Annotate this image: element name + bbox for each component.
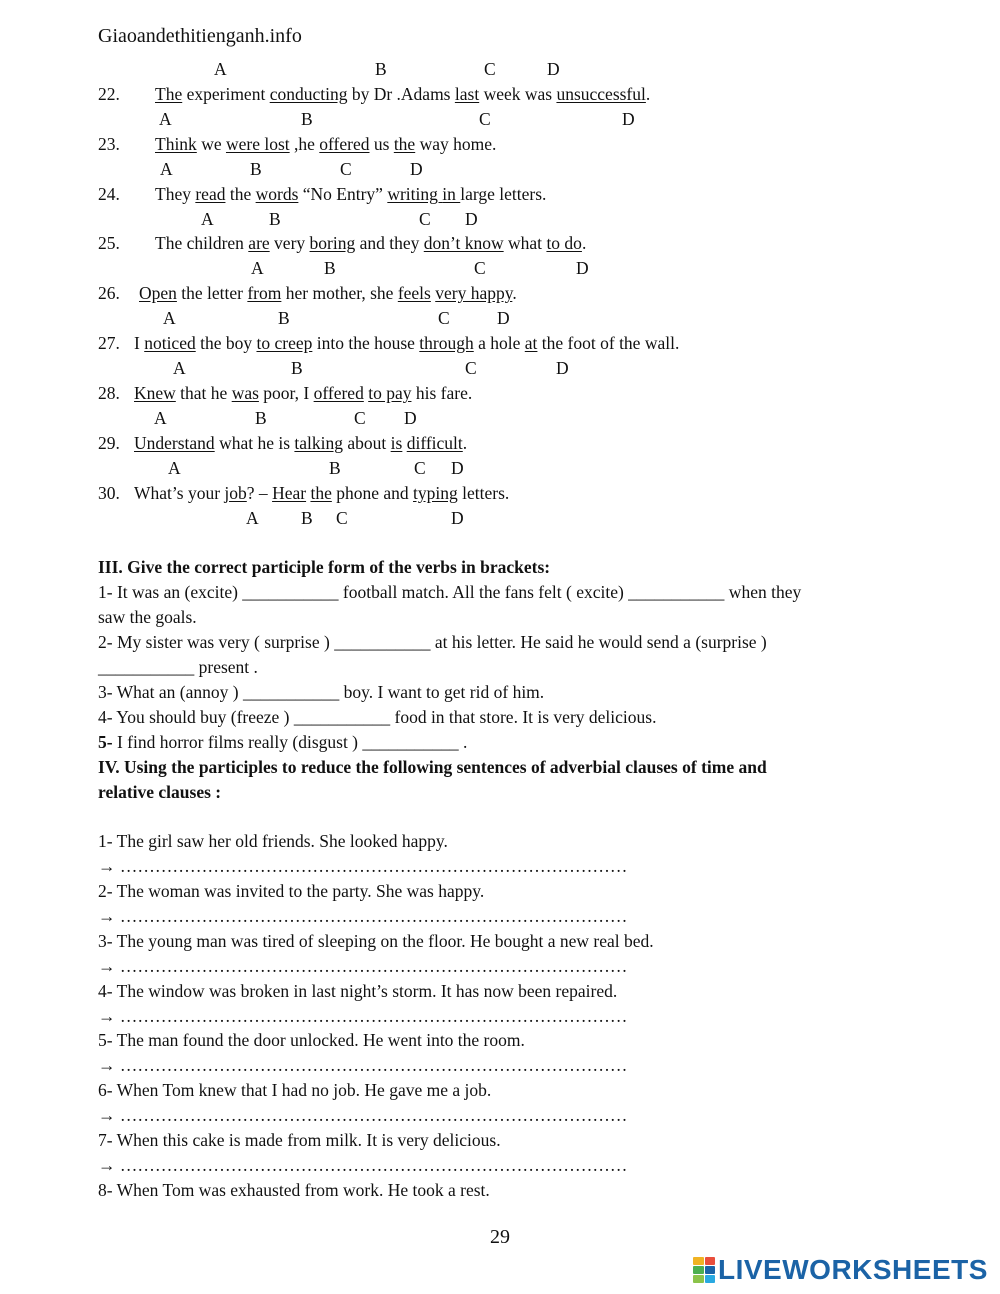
text-segment: .	[645, 84, 651, 104]
text-segment: “No Entry”	[298, 184, 388, 204]
sentence-item: 1- The girl saw her old friends. She looked happy.	[98, 831, 448, 851]
arrow-icon: →	[98, 1105, 116, 1125]
logo-tile	[705, 1257, 716, 1265]
logo-tile	[705, 1275, 716, 1283]
logo-tile	[693, 1257, 704, 1265]
sentence-item: 3- The young man was tired of sleeping on the floor. He bought a new real bed.	[98, 931, 654, 951]
text-segment: what	[503, 233, 547, 253]
section-title-line: relative clauses :	[98, 782, 222, 802]
letter-b: B	[278, 308, 290, 328]
option-d-text: at	[524, 333, 538, 353]
letter-a: A	[246, 508, 259, 528]
answer-line	[98, 955, 627, 977]
text-segment: and they	[355, 233, 424, 253]
answer-line	[98, 1054, 627, 1076]
arrow-icon: →	[98, 1055, 116, 1075]
letter-c: C	[419, 209, 431, 229]
exercise-line: 2- My sister was very ( surprise ) ___________ at his letter. He said he would send a (surprise )	[98, 632, 767, 652]
option-c-text: the	[310, 483, 332, 503]
option-b-text: talking	[294, 433, 344, 453]
option-c-text: is	[390, 433, 403, 453]
answer-dots: ……………………………………………………………………………	[119, 956, 628, 976]
option-a-text: are	[248, 233, 270, 253]
exercise-line: ___________ present .	[98, 657, 258, 677]
option-b-text: was	[231, 383, 259, 403]
letter-a: A	[160, 159, 173, 179]
option-b-text: from	[247, 283, 282, 303]
letter-b: B	[291, 358, 303, 378]
text-segment: .	[512, 283, 517, 303]
text-segment: ? –	[246, 483, 273, 503]
item-number: 5-	[98, 732, 113, 752]
text-segment: his fare.	[411, 383, 473, 403]
option-d-text: typing	[413, 483, 458, 503]
question-number: 29.	[98, 433, 120, 453]
text-segment: phone and	[331, 483, 414, 503]
text-segment: They	[155, 184, 196, 204]
exercise-line	[98, 731, 467, 753]
logo-icon	[693, 1257, 715, 1283]
sentence-item: 4- The window was broken in last night’s storm. It has now been repaired.	[98, 981, 618, 1001]
arrow-icon: →	[98, 1155, 116, 1175]
answer-dots: ……………………………………………………………………………	[119, 906, 628, 926]
text-segment: The children	[155, 233, 249, 253]
question-text	[134, 432, 467, 454]
letter-d: D	[404, 408, 417, 428]
question-number: 25.	[98, 233, 120, 253]
option-c-text: writing	[387, 184, 443, 204]
letter-d: D	[451, 508, 464, 528]
item-text: I find horror films really (disgust ) ___________ .	[112, 732, 468, 752]
option-b-text: were lost	[225, 134, 290, 154]
exercise-line: 4- You should buy (freeze ) ___________ food in that store. It is very delicious.	[98, 707, 657, 727]
answer-line	[98, 1154, 627, 1176]
question-number: 22.	[98, 84, 120, 104]
question-number: 30.	[98, 483, 120, 503]
text-segment: the	[225, 184, 256, 204]
question-text	[155, 83, 650, 105]
letter-d: D	[576, 258, 589, 278]
letter-a: A	[173, 358, 186, 378]
text-segment: into the house	[312, 333, 420, 353]
text-segment: we	[196, 134, 226, 154]
text-segment: I	[134, 333, 145, 353]
letter-c: C	[336, 508, 348, 528]
letter-b: B	[324, 258, 336, 278]
logo-tile	[693, 1275, 704, 1283]
site-name: Giaoandethitienganh.info	[98, 25, 302, 47]
option-b-text: to creep	[256, 333, 313, 353]
text-segment: large letters.	[460, 184, 547, 204]
text-segment: what he is	[214, 433, 295, 453]
exercise-line: 1- It was an (excite) ___________ football match. All the fans felt ( excite) ___________ when they	[98, 582, 802, 602]
logo-text: LIVEWORKSHEETS	[718, 1254, 988, 1285]
letter-c: C	[484, 59, 496, 79]
letter-a: A	[168, 458, 181, 478]
letter-c: C	[340, 159, 352, 179]
sentence-item: 5- The man found the door unlocked. He went into the room.	[98, 1030, 525, 1050]
text-segment: letters.	[457, 483, 510, 503]
text-segment: What’s your	[134, 483, 225, 503]
text-segment: experiment	[182, 84, 270, 104]
option-c-text: offered	[313, 383, 364, 403]
text-segment: that he	[175, 383, 232, 403]
option-a-text: read	[195, 184, 226, 204]
letter-c: C	[465, 358, 477, 378]
answer-dots: ……………………………………………………………………………	[119, 1105, 628, 1125]
option-a-text: Think	[155, 134, 197, 154]
answer-line	[98, 905, 627, 927]
question-text	[155, 183, 546, 205]
letter-b: B	[375, 59, 387, 79]
letter-b: B	[329, 458, 341, 478]
text-segment: by Dr .Adams	[347, 84, 455, 104]
option-d-text: the	[393, 134, 416, 154]
section-title-line: IV. Using the participles to reduce the following sentences of adverbial clauses of time and	[98, 757, 767, 777]
text-segment: about	[343, 433, 391, 453]
option-c-text: through	[419, 333, 474, 353]
page-number: 29	[490, 1226, 510, 1248]
sentence-item: 7- When this cake is made from milk. It is very delicious.	[98, 1130, 501, 1150]
option-c-text: feels	[397, 283, 431, 303]
answer-line	[98, 1104, 627, 1126]
answer-dots: ……………………………………………………………………………	[119, 1006, 628, 1026]
letter-d: D	[622, 109, 635, 129]
option-d-text: unsuccessful	[556, 84, 646, 104]
letter-d: D	[465, 209, 478, 229]
option-b-text: Hear	[272, 483, 307, 503]
option-a-text: Knew	[134, 383, 176, 403]
question-text	[155, 232, 586, 254]
option-a-text: The	[155, 84, 183, 104]
option-d-text: to do	[546, 233, 582, 253]
question-text	[134, 382, 472, 404]
sentence-item: 6- When Tom knew that I had no job. He gave me a job.	[98, 1080, 492, 1100]
option-d-text: in	[442, 184, 461, 204]
text-segment: very	[269, 233, 310, 253]
exercise-line: 3- What an (annoy ) ___________ boy. I want to get rid of him.	[98, 682, 545, 702]
option-a-text: job	[224, 483, 247, 503]
option-b-text: conducting	[269, 84, 348, 104]
option-d-text: difficult	[406, 433, 463, 453]
question-number: 23.	[98, 134, 120, 154]
letter-b: B	[301, 508, 313, 528]
option-a-text: Open	[139, 283, 177, 303]
letter-a: A	[159, 109, 172, 129]
option-a-text: Understand	[134, 433, 215, 453]
letter-a: A	[163, 308, 176, 328]
sentence-item: 2- The woman was invited to the party. She was happy.	[98, 881, 485, 901]
question-text	[139, 282, 517, 304]
text-segment: poor, I	[258, 383, 314, 403]
letter-c: C	[438, 308, 450, 328]
text-segment: .	[462, 433, 468, 453]
text-segment: the boy	[195, 333, 257, 353]
answer-dots: ……………………………………………………………………………	[119, 1055, 628, 1075]
answer-dots: ……………………………………………………………………………	[119, 856, 628, 876]
text-segment: .	[581, 233, 587, 253]
arrow-icon: →	[98, 856, 116, 876]
letter-c: C	[474, 258, 486, 278]
liveworksheets-logo[interactable]	[693, 1255, 988, 1285]
option-c-text: don’t know	[423, 233, 504, 253]
text-segment: week was	[479, 84, 557, 104]
arrow-icon: →	[98, 906, 116, 926]
letter-d: D	[451, 458, 464, 478]
letter-c: C	[414, 458, 426, 478]
text-segment: the letter	[176, 283, 248, 303]
letter-c: C	[354, 408, 366, 428]
letter-a: A	[201, 209, 214, 229]
question-number: 24.	[98, 184, 120, 204]
exercise-line: saw the goals.	[98, 607, 197, 627]
text-segment: ,he	[289, 134, 320, 154]
letter-a: A	[154, 408, 167, 428]
option-d-text: to pay	[368, 383, 412, 403]
letter-b: B	[250, 159, 262, 179]
sentence-item: 8- When Tom was exhausted from work. He took a rest.	[98, 1180, 490, 1200]
section-title: III. Give the correct participle form of the verbs in brackets:	[98, 557, 551, 577]
text-segment: her mother, she	[281, 283, 398, 303]
option-b-text: boring	[309, 233, 356, 253]
option-d-text: very happy	[435, 283, 513, 303]
letter-d: D	[410, 159, 423, 179]
letter-d: D	[497, 308, 510, 328]
question-text	[134, 482, 509, 504]
question-number: 27.	[98, 333, 120, 353]
text-segment: us	[369, 134, 394, 154]
option-c-text: last	[454, 84, 480, 104]
text-segment: a hole	[473, 333, 525, 353]
question-text	[155, 133, 496, 155]
letter-a: A	[251, 258, 264, 278]
arrow-icon: →	[98, 956, 116, 976]
option-b-text: words	[255, 184, 299, 204]
text-segment: way home.	[415, 134, 497, 154]
question-number: 26.	[98, 283, 120, 303]
option-c-text: offered	[319, 134, 370, 154]
letter-b: B	[269, 209, 281, 229]
logo-tile	[693, 1266, 704, 1274]
arrow-icon: →	[98, 1006, 116, 1026]
answer-line	[98, 855, 627, 877]
option-a-text: noticed	[144, 333, 196, 353]
question-text	[134, 332, 679, 354]
answer-dots: ……………………………………………………………………………	[119, 1155, 628, 1175]
letter-d: D	[556, 358, 569, 378]
letter-a: A	[214, 59, 227, 79]
logo-tile	[705, 1266, 716, 1274]
answer-line	[98, 1005, 627, 1027]
text-segment: the foot of the wall.	[537, 333, 680, 353]
question-number: 28.	[98, 383, 120, 403]
letter-d: D	[547, 59, 560, 79]
letter-c: C	[479, 109, 491, 129]
letter-b: B	[255, 408, 267, 428]
letter-b: B	[301, 109, 313, 129]
